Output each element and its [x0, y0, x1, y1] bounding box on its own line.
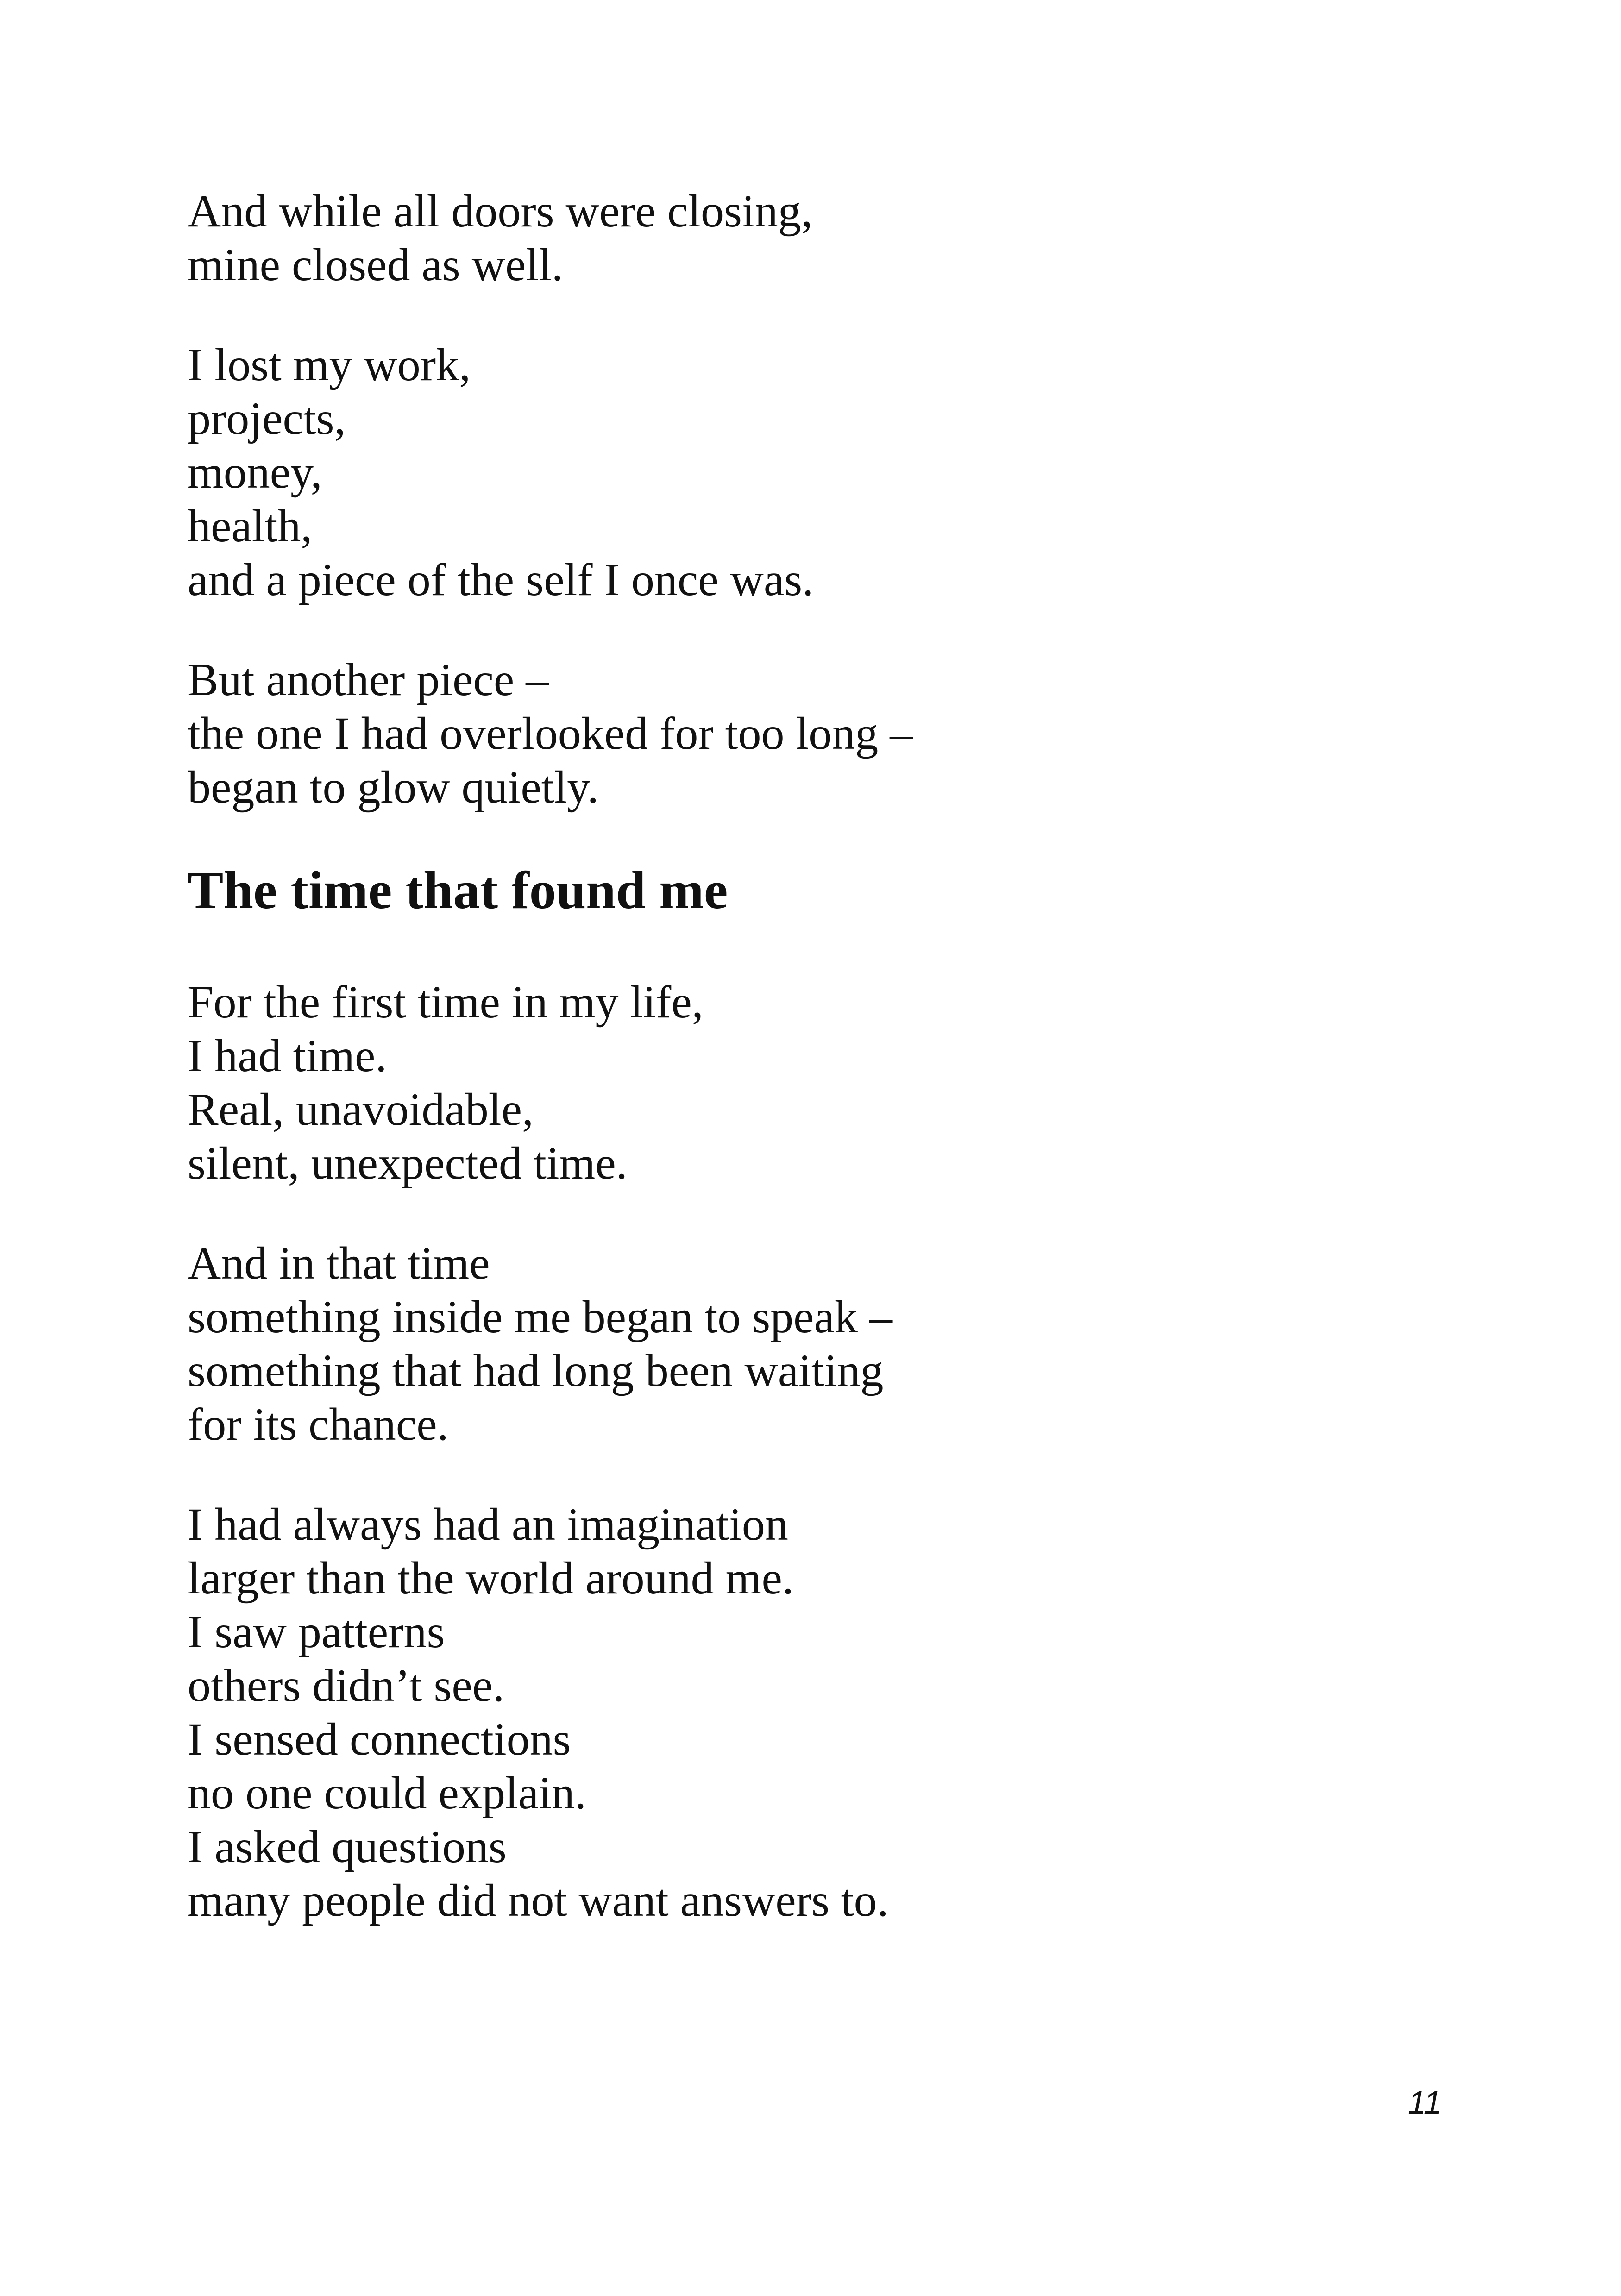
stanza: [188, 184, 1438, 292]
poem-line: and a piece of the self I once was.: [188, 554, 814, 605]
stanza: [188, 975, 1438, 1190]
poem-line: projects,: [188, 393, 346, 444]
poem-line: For the first time in my life,: [188, 976, 704, 1028]
poem-line: something that had long been waiting: [188, 1345, 884, 1396]
poem-line: something inside me began to speak –: [188, 1291, 892, 1342]
stanza: [188, 1498, 1438, 1927]
poem-line: larger than the world around me.: [188, 1552, 794, 1604]
poem-line: for its chance.: [188, 1399, 449, 1450]
poem-line: I sensed connections: [188, 1713, 571, 1765]
poem-line: And while all doors were closing,: [188, 185, 813, 237]
page-content: [188, 184, 1438, 1974]
poem-line: I saw patterns: [188, 1606, 445, 1657]
poem-line: I lost my work,: [188, 339, 471, 390]
poem-line: no one could explain.: [188, 1767, 586, 1819]
page-number: 11: [1408, 2084, 1442, 2120]
poem-line: silent, unexpected time.: [188, 1137, 628, 1189]
poem-line: mine closed as well.: [188, 239, 563, 290]
poem-line: money,: [188, 446, 322, 498]
poem-line: Real, unavoidable,: [188, 1084, 534, 1135]
poem-line: And in that time: [188, 1237, 490, 1289]
poem-line: many people did not want answers to.: [188, 1875, 889, 1926]
poem-line: the one I had overlooked for too long –: [188, 708, 913, 759]
poem-line: I had always had an imagination: [188, 1499, 788, 1550]
poem-line: health,: [188, 500, 313, 552]
stanza: [188, 1236, 1438, 1451]
poem-line: I asked questions: [188, 1821, 507, 1872]
poem-line: But another piece –: [188, 654, 549, 705]
stanza: [188, 338, 1438, 607]
poem-line: others didn’t see.: [188, 1660, 505, 1711]
poem-line: began to glow quietly.: [188, 761, 599, 813]
section-heading: The time that found me: [188, 861, 728, 920]
poem-line: I had time.: [188, 1030, 387, 1081]
stanza: [188, 653, 1438, 814]
